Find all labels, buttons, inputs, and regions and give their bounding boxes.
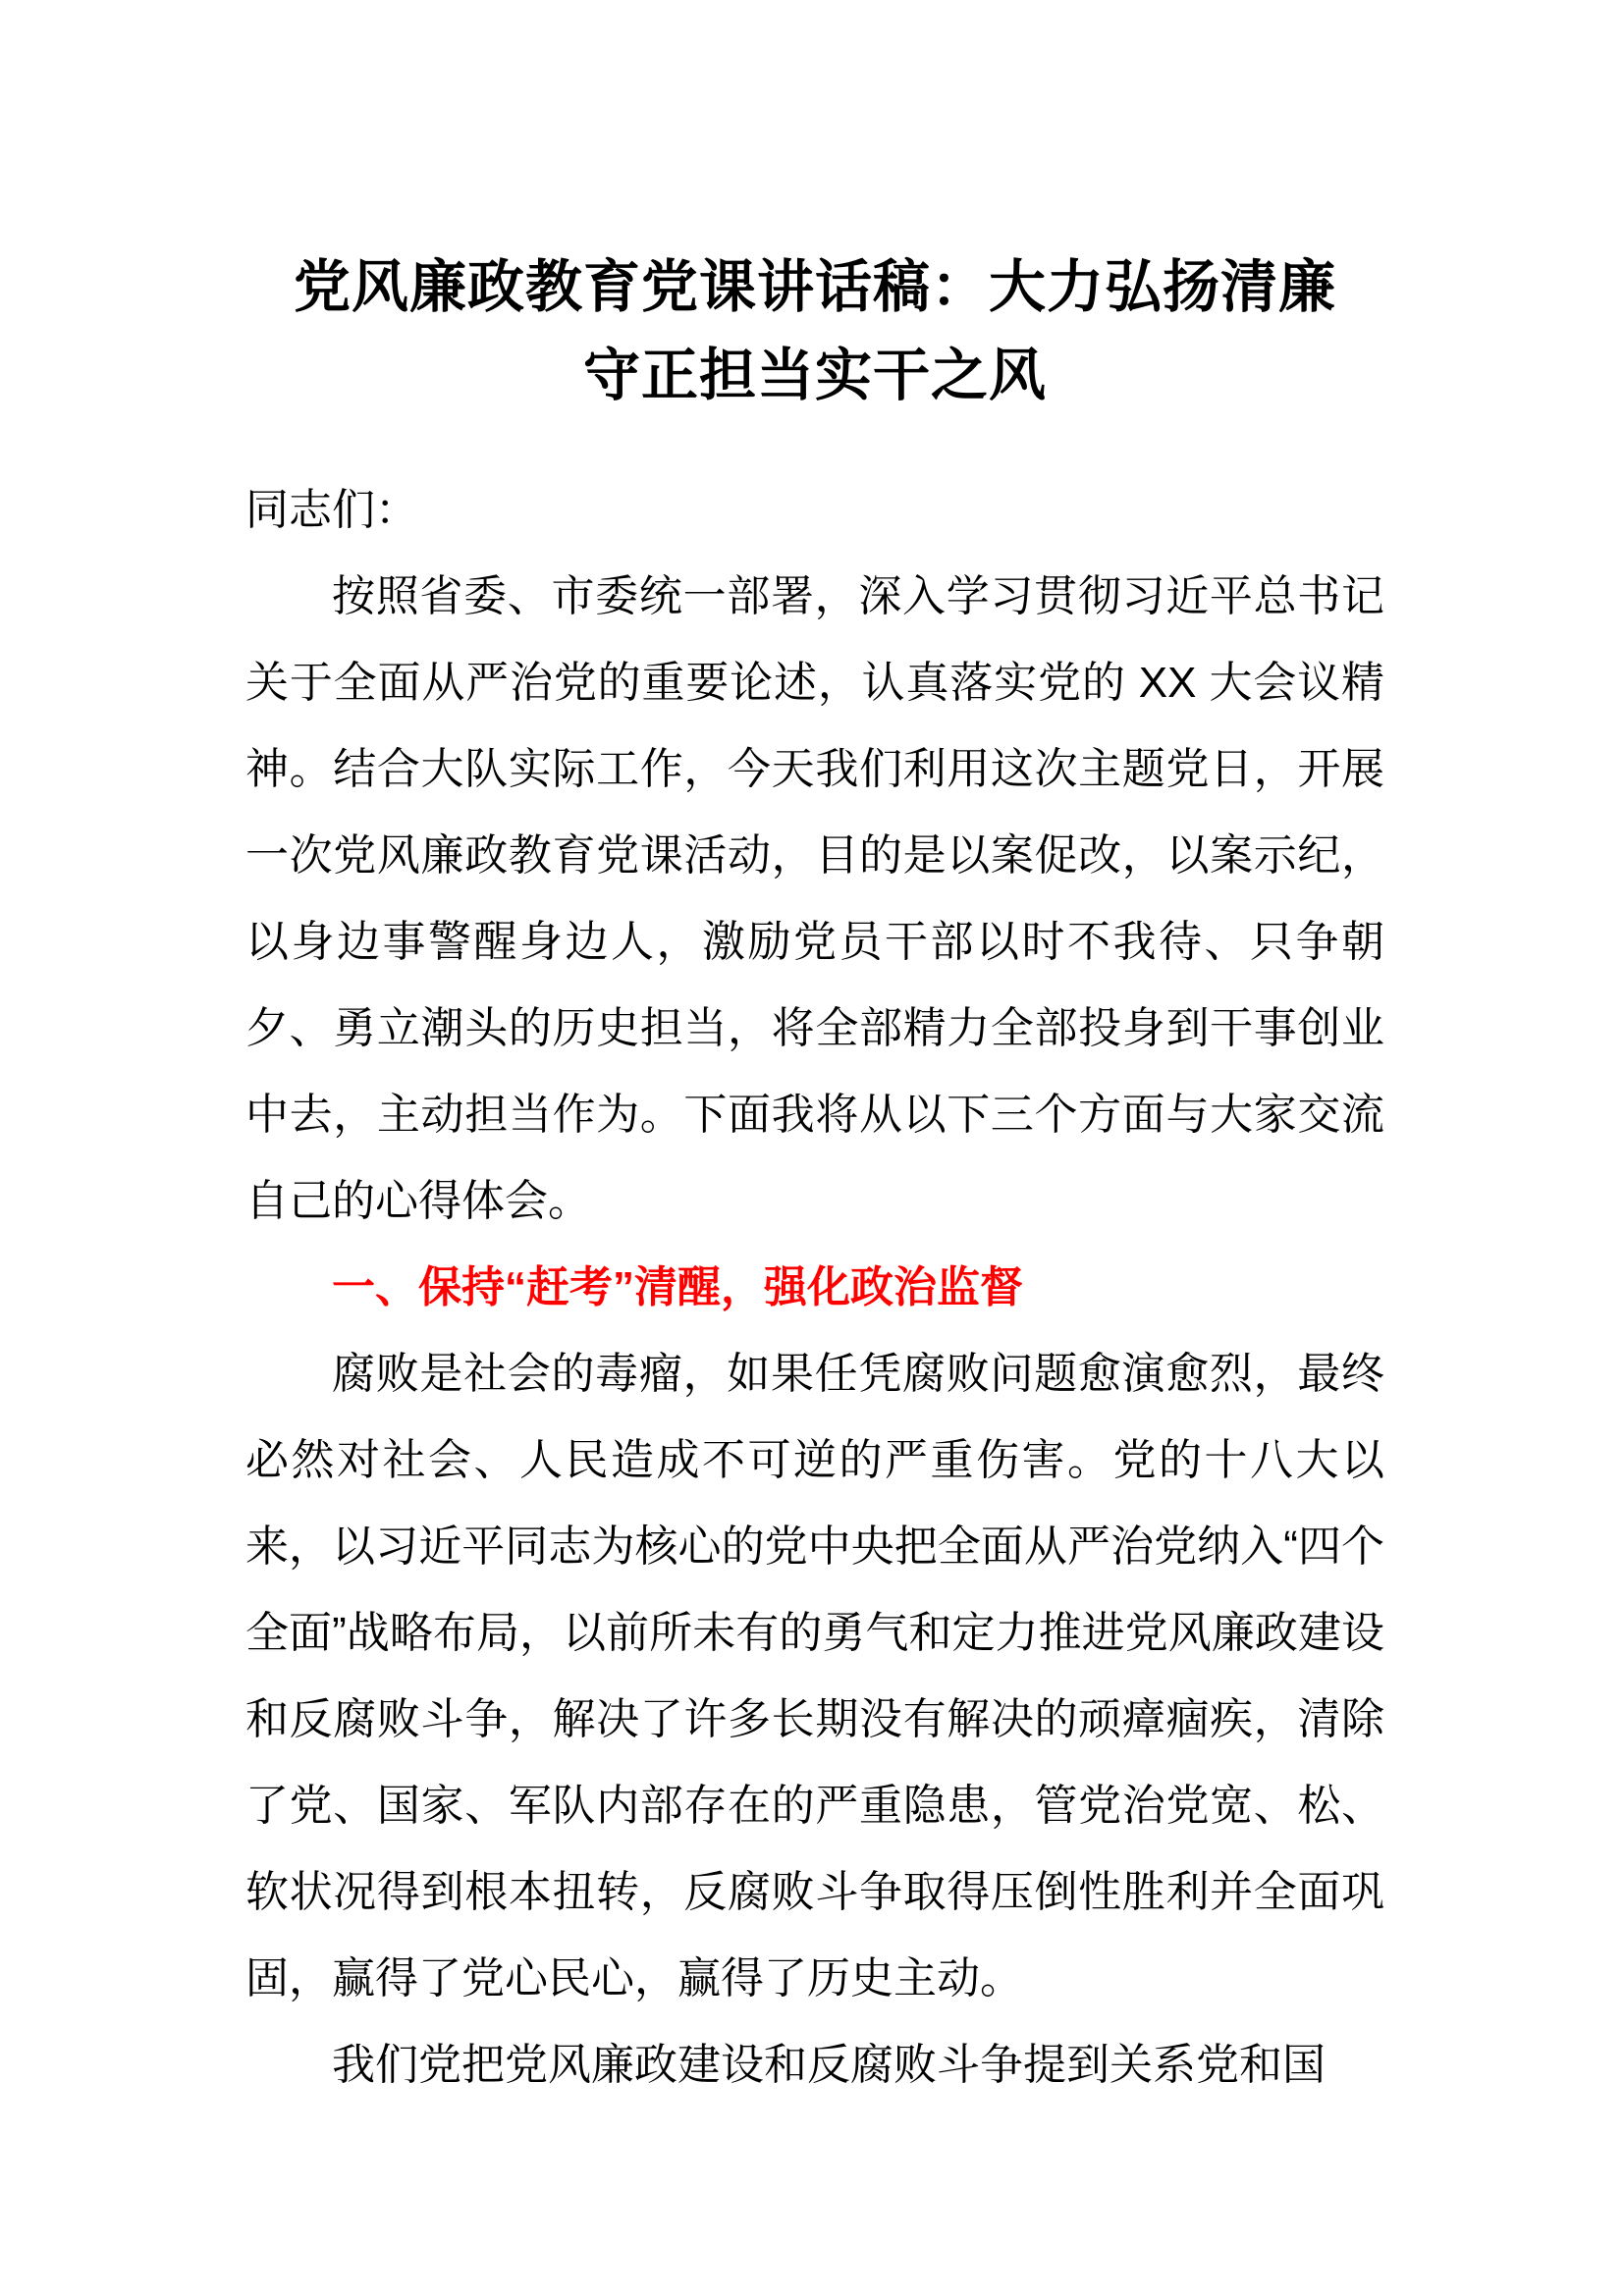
section-1-heading: 一、保持“赶考”清醒，强化政治监督 [332, 1263, 1023, 1311]
section-1-paragraph-continued: 我们党把党风廉政建设和反腐败斗争提到关系党和国 [332, 2041, 1326, 2089]
document-title [245, 243, 1384, 420]
document-title-line1: 党风廉政教育党课讲话稿：大力弘扬清廉 [293, 255, 1336, 319]
salutation-line: 同志们： [245, 486, 418, 534]
section-1-paragraph: 腐败是社会的毒瘤，如果任凭腐败问题愈演愈烈，最终必然对社会、人民造成不可逆的严重伤害。党的十八大以来，以习近平同志为核心的党中央把全面从严治党纳入“四个全面”战略布局，以前所未有的勇气和定力推进党风廉政建设和反腐败斗争，解决了许多长期没有解决的顽瘴痼疾，清除了党、国家、军队内部存在的严重隐患，管党治党宽、松、软状况得到根本扭转，反腐败斗争取得压倒性胜利并全面巩固，赢得了党心民心，赢得了历史主动。 [245, 1350, 1384, 2002]
document-content [245, 0, 1384, 2109]
document-title-line2: 守正担当实干之风 [582, 344, 1047, 407]
intro-paragraph: 按照省委、市委统一部署，深入学习贯彻习近平总书记关于全面从严治党的重要论述，认真落实党的 XX 大会议精神。结合大队实际工作，今天我们利用这次主题党日，开展一次党风廉政教育党课活动，目的是以案促改，以案示纪，以身边事警醒身边人，激励党员干部以时不我待、只争朝夕、勇立潮头的历史担当，将全部精力全部投身到干事创业中去，主动担当作为。下面我将从以下三个方面与大家交流自己的心得体会。 [245, 572, 1384, 1225]
